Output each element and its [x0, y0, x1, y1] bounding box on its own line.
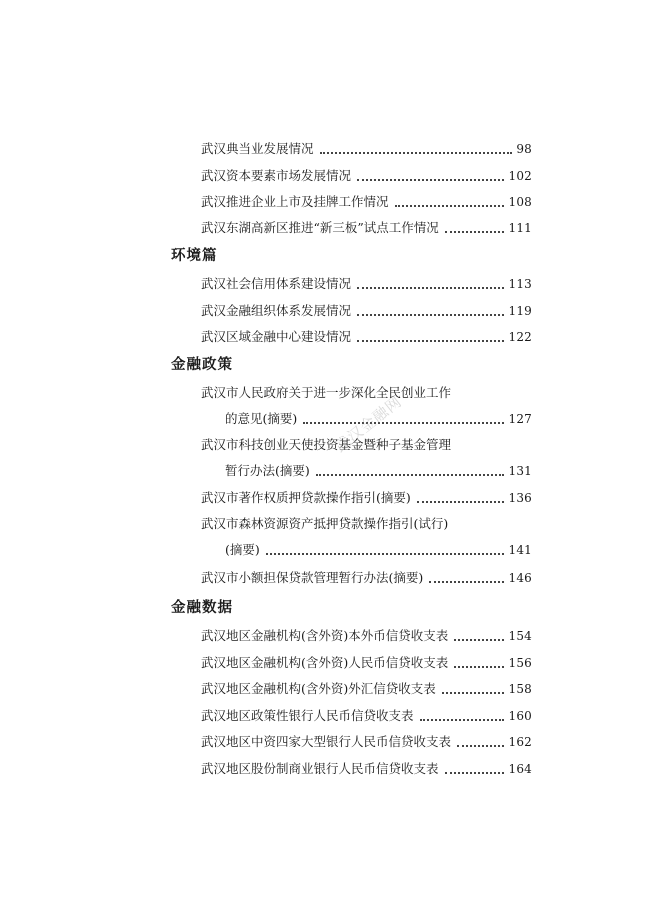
toc-entry[interactable] — [201, 679, 532, 699]
toc-entry[interactable] — [201, 192, 532, 212]
page-number: 113 — [508, 277, 532, 291]
entry-title: 武汉地区政策性银行人民币信贷收支表 — [201, 708, 414, 723]
dot-leader — [442, 690, 505, 694]
entry-title: 武汉地区金融机构(含外资)人民币信贷收支表 — [201, 655, 449, 670]
entry-title: 武汉社会信用体系建设情况 — [201, 276, 352, 291]
entry-title: 武汉推进企业上市及挂牌工作情况 — [201, 194, 389, 209]
toc-entry[interactable] — [201, 488, 532, 508]
page-number: 98 — [516, 142, 532, 156]
toc-entry[interactable] — [201, 706, 532, 726]
entry-title: 武汉市著作权质押贷款操作指引(摘要) — [201, 490, 411, 505]
page-number: 108 — [508, 195, 532, 209]
entry-title: 武汉地区金融机构(含外资)本外币信贷收支表 — [201, 628, 449, 643]
page-number: 122 — [508, 330, 532, 344]
dot-leader — [316, 472, 505, 476]
toc-entry[interactable] — [201, 759, 532, 779]
page-number: 162 — [508, 735, 532, 749]
entry-title: 武汉典当业发展情况 — [201, 141, 314, 156]
entry-title-line[interactable]: 武汉市人民政府关于进一步深化全民创业工作 — [201, 385, 452, 400]
entry-title-line[interactable]: 武汉市科技创业天使投资基金暨种子基金管理 — [201, 437, 452, 452]
dot-leader — [454, 637, 504, 641]
page-number: 141 — [508, 543, 532, 557]
page-number: 136 — [508, 491, 532, 505]
page-number: 164 — [508, 762, 532, 776]
dot-leader — [320, 150, 513, 154]
page-number: 131 — [508, 464, 532, 478]
page-number: 102 — [508, 169, 532, 183]
toc-entry[interactable] — [201, 301, 532, 321]
toc-entry[interactable] — [201, 653, 532, 673]
toc-entry[interactable] — [201, 732, 532, 752]
toc-entry[interactable] — [201, 166, 532, 186]
page-number: 146 — [508, 571, 532, 585]
toc-entry[interactable] — [201, 568, 532, 588]
entry-title: 武汉市小额担保贷款管理暂行办法(摘要) — [201, 570, 424, 585]
dot-leader — [454, 664, 504, 668]
entry-title-cont: (摘要) — [225, 542, 260, 557]
entry-title: 武汉资本要素市场发展情况 — [201, 168, 352, 183]
entry-title: 武汉地区股份制商业银行人民币信贷收支表 — [201, 761, 439, 776]
dot-leader — [429, 579, 504, 583]
dot-leader — [445, 770, 505, 774]
dot-leader — [445, 229, 505, 233]
dot-leader — [420, 717, 505, 721]
dot-leader — [357, 338, 504, 342]
toc-entry[interactable] — [201, 626, 532, 646]
page-number: 111 — [508, 221, 532, 235]
toc-entry[interactable] — [225, 540, 532, 560]
page-number: 160 — [508, 709, 532, 723]
page-number: 158 — [508, 682, 532, 696]
dot-leader — [266, 551, 505, 555]
page-number: 119 — [508, 304, 532, 318]
entry-title-cont: 的意见(摘要) — [225, 411, 298, 426]
section-heading: 金融政策 — [171, 357, 233, 373]
toc-entry[interactable] — [201, 327, 532, 347]
dot-leader — [395, 203, 505, 207]
dot-leader — [357, 285, 504, 289]
entry-title-cont: 暂行办法(摘要) — [225, 463, 310, 478]
entry-title: 武汉地区金融机构(含外资)外汇信贷收支表 — [201, 681, 436, 696]
page-number: 154 — [508, 629, 532, 643]
entry-title-line[interactable]: 武汉市森林资源资产抵押贷款操作指引(试行) — [201, 516, 449, 531]
dot-leader — [457, 743, 504, 747]
dot-leader — [357, 177, 504, 181]
entry-title: 武汉东湖高新区推进“新三板”试点工作情况 — [201, 220, 439, 235]
dot-leader — [357, 312, 504, 316]
entry-title: 武汉区域金融中心建设情况 — [201, 329, 352, 344]
page-number: 127 — [508, 412, 532, 426]
toc-entry[interactable] — [201, 139, 532, 159]
section-heading: 金融数据 — [171, 600, 233, 616]
toc-entry[interactable] — [225, 461, 532, 481]
entry-title: 武汉地区中资四家大型银行人民币信贷收支表 — [201, 734, 452, 749]
toc-entry[interactable] — [201, 218, 532, 238]
page-number: 156 — [508, 656, 532, 670]
dot-leader — [303, 420, 504, 424]
entry-title: 武汉金融组织体系发展情况 — [201, 303, 352, 318]
dot-leader — [417, 499, 505, 503]
watermark: 武汉金融网 — [331, 392, 406, 456]
section-heading: 环境篇 — [171, 248, 218, 264]
toc-entry[interactable] — [201, 274, 532, 294]
